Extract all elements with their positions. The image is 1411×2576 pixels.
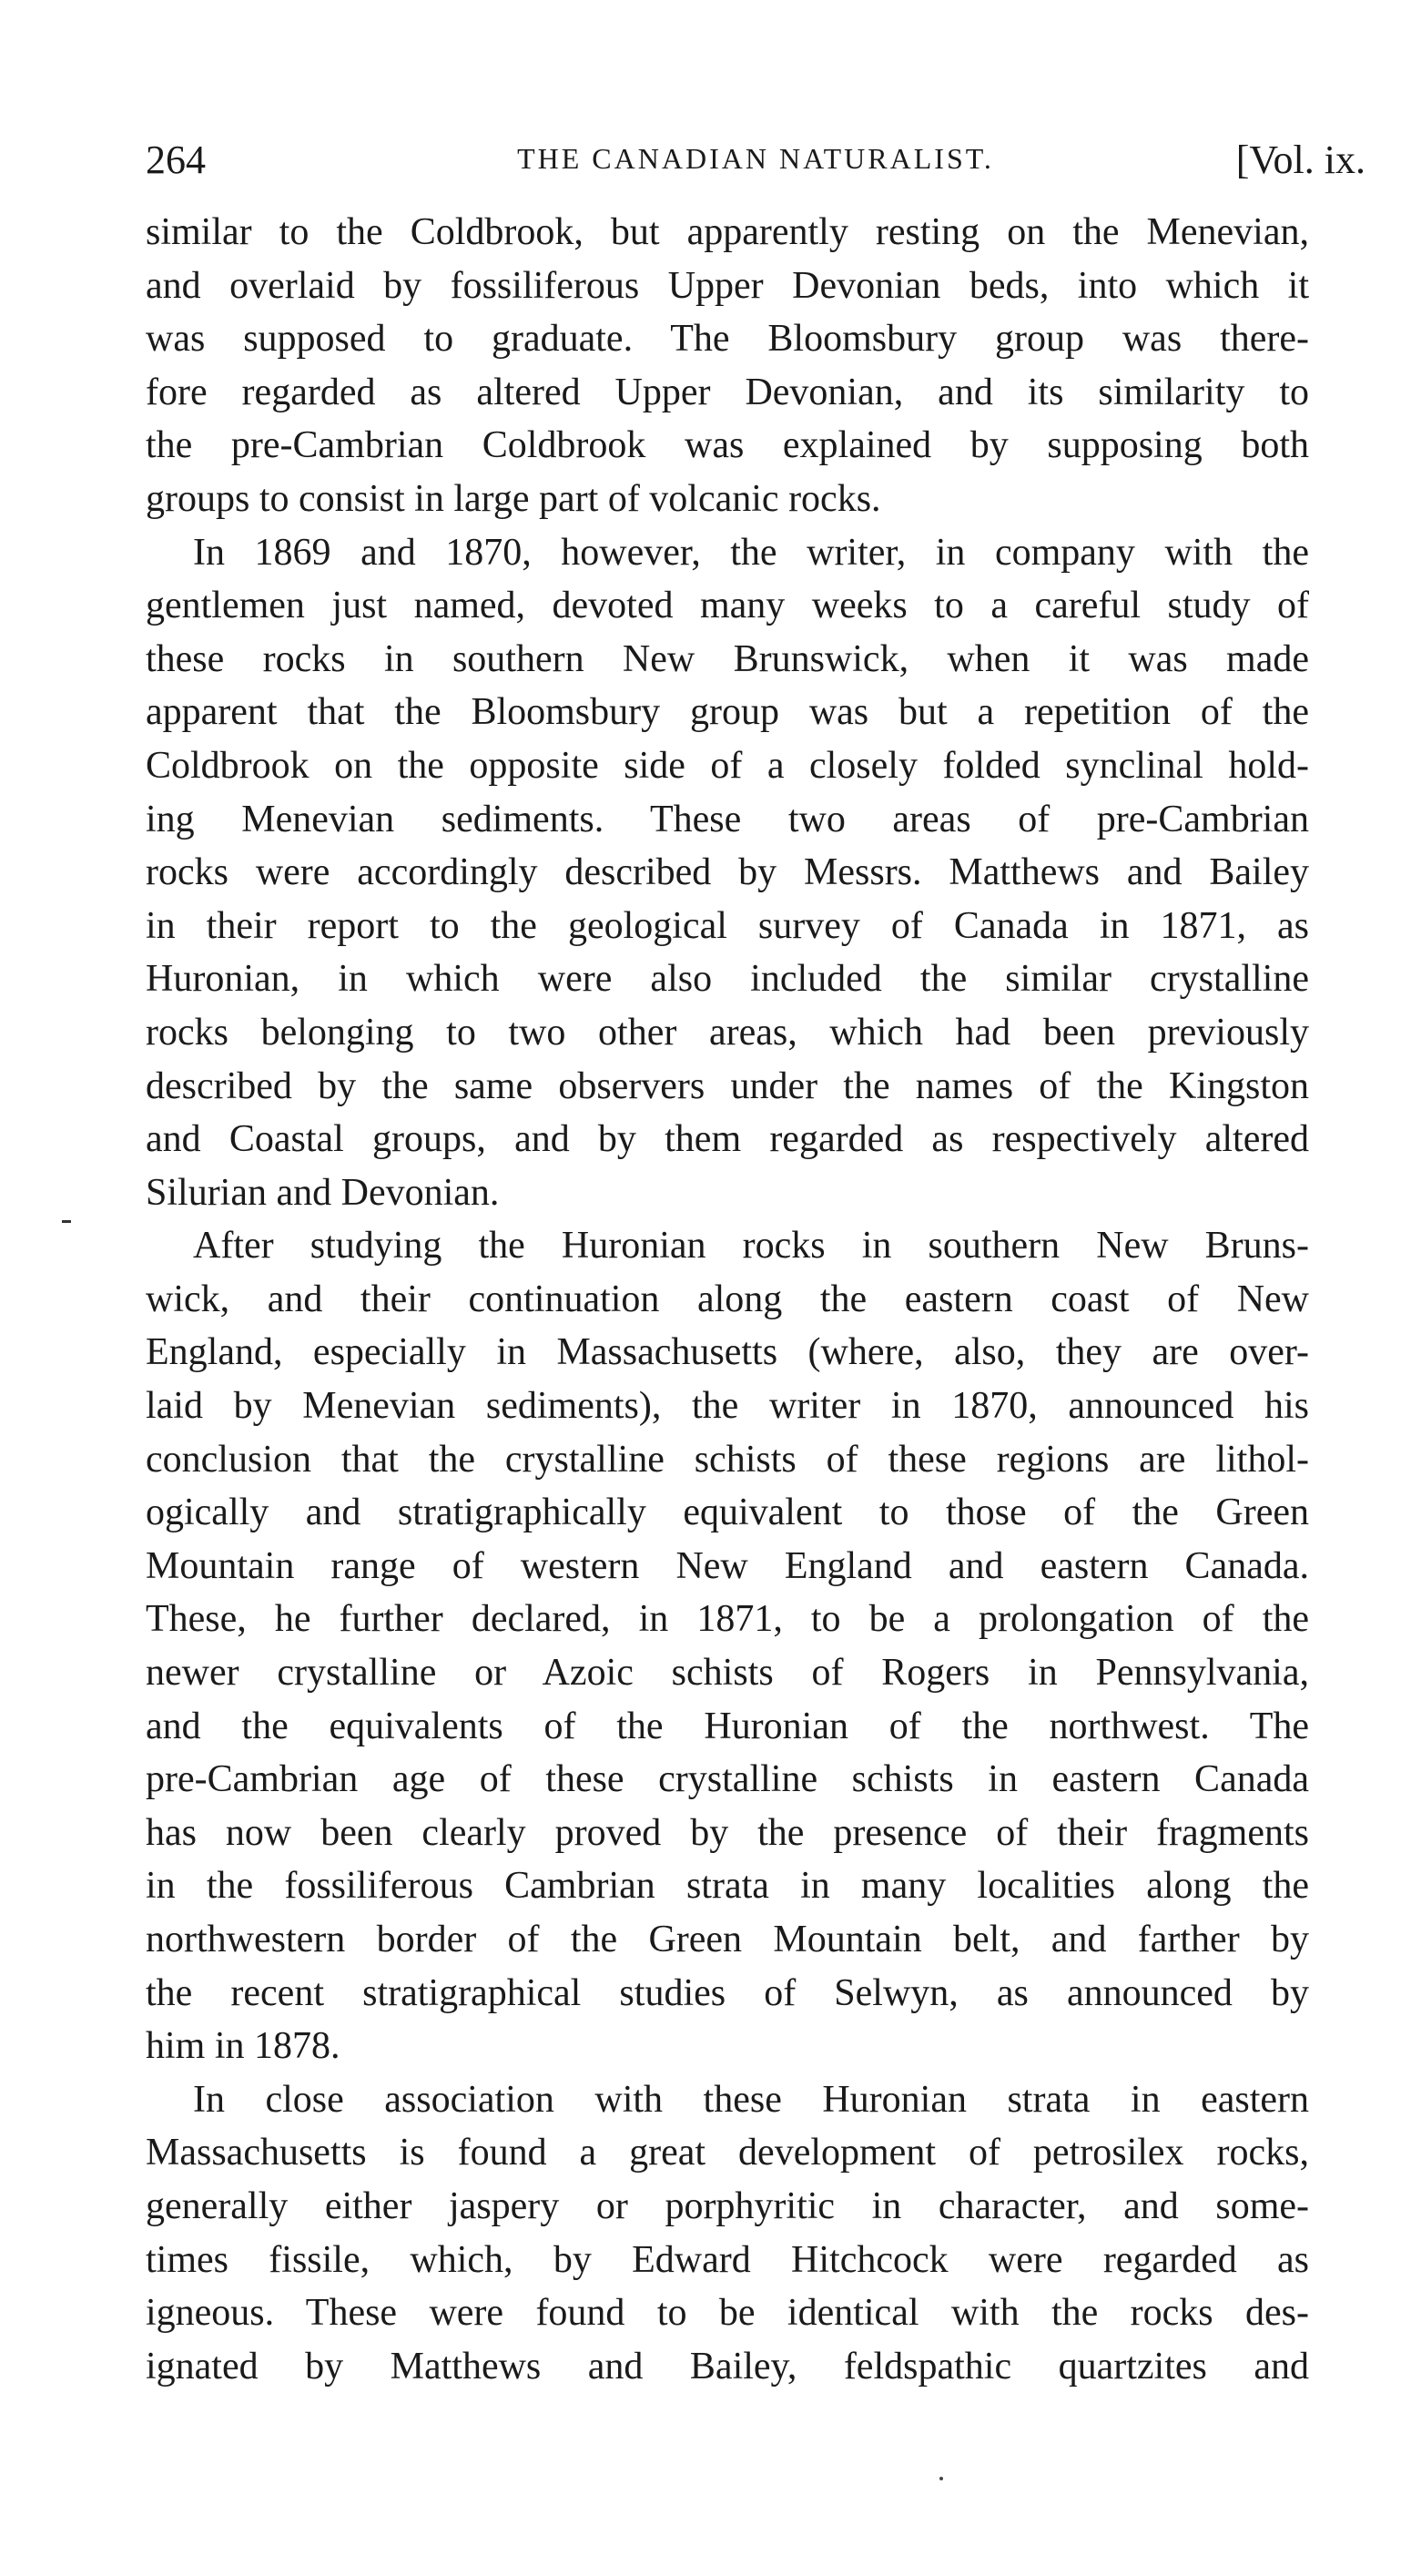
text-line: similar to the Coldbrook, but apparently resting on the Menevian,	[146, 211, 1309, 253]
text-line: These, he further declared, in 1871, to be a prolongation of the	[146, 1598, 1309, 1641]
text-line: times fissile, which, by Edward Hitchcock were regarded as	[146, 2238, 1309, 2281]
body-text	[146, 206, 1309, 2393]
text-line: fore regarded as altered Upper Devonian, and its similarity to	[146, 371, 1309, 413]
text-line: in their report to the geological survey of Canada in 1871, as	[146, 904, 1309, 947]
text-line: the pre-Cambrian Coldbrook was explained by supposing both	[146, 424, 1309, 467]
print-speck	[939, 2477, 943, 2480]
text-line: rocks were accordingly described by Messrs. Matthews and Bailey	[146, 851, 1309, 894]
text-line: and the equivalents of the Huronian of the northwest. The	[146, 1705, 1309, 1747]
text-line: conclusion that the crystalline schists of these regions are lithol-	[146, 1438, 1309, 1481]
text-line: apparent that the Bloomsbury group was but a repetition of the	[146, 691, 1309, 734]
text-line: After studying the Huronian rocks in southern New Bruns-	[193, 1225, 1309, 1268]
text-line: and Coastal groups, and by them regarded as respectively altered	[146, 1118, 1309, 1161]
text-line: In 1869 and 1870, however, the writer, in company with the	[193, 531, 1309, 574]
text-line: groups to consist in large part of volcanic rocks.	[146, 477, 881, 520]
text-line: pre-Cambrian age of these crystalline schists in eastern Canada	[146, 1758, 1309, 1801]
text-line: newer crystalline or Azoic schists of Rogers in Pennsylvania,	[146, 1652, 1309, 1695]
text-line: ogically and stratigraphically equivalent to those of the Green	[146, 1492, 1309, 1534]
text-line: generally either jaspery or porphyritic in character, and some-	[146, 2184, 1309, 2227]
text-line: In close association with these Huronian strata in eastern	[193, 2078, 1309, 2121]
page-number: 264	[146, 137, 206, 182]
text-line: and overlaid by fossiliferous Upper Devonian beds, into which it	[146, 264, 1309, 307]
text-line: laid by Menevian sediments), the writer in 1870, announced his	[146, 1385, 1309, 1428]
text-line: ignated by Matthews and Bailey, feldspathic quartzites and	[146, 2345, 1309, 2388]
text-line: ing Menevian sediments. These two areas of pre-Cambrian	[146, 798, 1309, 840]
running-title: THE CANADIAN NATURALIST.	[517, 142, 994, 175]
text-line: Coldbrook on the opposite side of a closely folded synclinal hold-	[146, 744, 1309, 787]
text-line: gentlemen just named, devoted many weeks to a careful study of	[146, 585, 1309, 627]
volume-label: [Vol. ix.	[1235, 137, 1365, 182]
text-line: these rocks in southern New Brunswick, when it was made	[146, 637, 1309, 680]
text-line: Silurian and Devonian.	[146, 1171, 500, 1214]
text-line: northwestern border of the Green Mountain belt, and farther by	[146, 1919, 1309, 1960]
text-line: wick, and their continuation along the eastern coast of New	[146, 1278, 1309, 1320]
margin-mark	[62, 1220, 71, 1223]
text-line: him in 1878.	[146, 2025, 340, 2068]
text-line: the recent stratigraphical studies of Selwyn, as announced by	[146, 1971, 1309, 2014]
text-line: Massachusetts is found a great development of petrosilex rocks,	[146, 2132, 1309, 2174]
text-line: in the fossiliferous Cambrian strata in many localities along the	[146, 1865, 1309, 1908]
text-line: has now been clearly proved by the presence of their fragments	[146, 1811, 1309, 1854]
text-line: Huronian, in which were also included the similar crystalline	[146, 958, 1309, 1001]
text-line: Mountain range of western New England and eastern Canada.	[146, 1544, 1309, 1587]
text-line: igneous. These were found to be identical with the rocks des-	[146, 2292, 1309, 2335]
text-line: rocks belonging to two other areas, which had been previously	[146, 1011, 1309, 1054]
page-header	[146, 137, 1365, 191]
text-line: was supposed to graduate. The Bloomsbury group was there-	[146, 318, 1309, 361]
text-line: described by the same observers under the names of the Kingston	[146, 1064, 1309, 1107]
text-line: England, especially in Massachusetts (where, also, they are over-	[146, 1331, 1309, 1374]
